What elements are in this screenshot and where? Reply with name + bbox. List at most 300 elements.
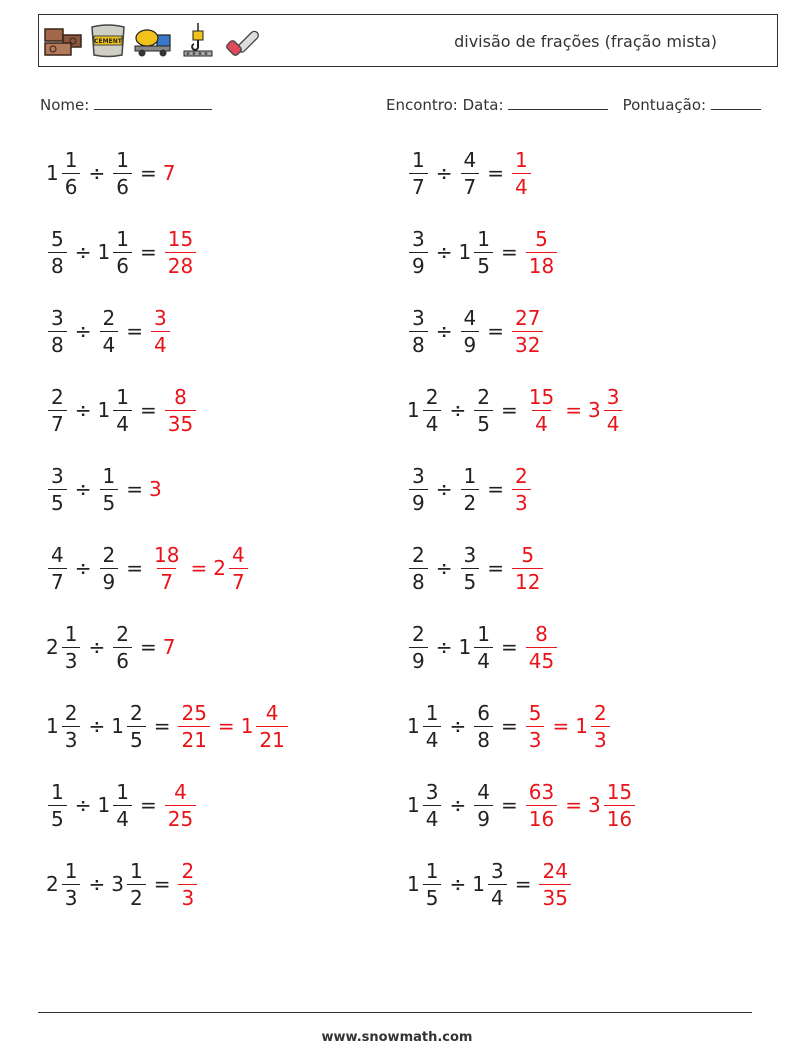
cement-bag-icon	[88, 21, 128, 59]
answer-value-fraction	[526, 226, 557, 278]
dividend-fraction	[409, 542, 428, 594]
divisor	[458, 621, 495, 673]
divisor-fraction	[113, 147, 132, 199]
divisor-numerator: 2	[102, 542, 116, 567]
equals-sign: =	[500, 714, 518, 738]
dividend-numerator: 3	[412, 305, 425, 330]
divisor-numerator: 1	[116, 779, 129, 804]
answer-value	[176, 858, 199, 910]
dividend-denominator: 4	[423, 726, 442, 750]
divisor-fraction	[474, 700, 493, 752]
divisor	[97, 779, 134, 831]
answer	[176, 858, 199, 910]
divisor-numerator: 4	[477, 779, 490, 804]
answer-value	[163, 161, 177, 185]
answer-value-denominator: 3	[178, 884, 197, 908]
dividend-fraction	[423, 384, 442, 436]
answer-value-whole: 7	[162, 161, 176, 185]
answer-value	[524, 384, 559, 436]
problem-item	[46, 222, 198, 282]
answer-value	[510, 305, 545, 357]
divisor-fraction	[100, 305, 119, 357]
answer-value-fraction	[512, 542, 543, 594]
answer-value	[149, 542, 184, 594]
divisor-fraction	[461, 542, 480, 594]
divisor-fraction	[474, 384, 493, 436]
dividend	[407, 305, 430, 357]
divide-sign: ÷	[435, 635, 453, 659]
divisor-whole: 1	[97, 240, 111, 264]
divisor	[472, 858, 508, 910]
answer	[163, 226, 198, 278]
dividend-denominator: 8	[48, 252, 67, 276]
answer-value	[213, 542, 249, 594]
divisor-numerator: 1	[129, 858, 143, 883]
divisor-fraction	[113, 621, 132, 673]
problem-item	[407, 222, 559, 282]
divide-sign: ÷	[74, 319, 92, 343]
problem-item	[46, 775, 198, 835]
answer-value-numerator: 5	[535, 226, 548, 251]
divide-sign: ÷	[435, 319, 453, 343]
dividend-denominator: 9	[409, 647, 428, 671]
answer-value-denominator: 45	[526, 647, 557, 671]
divide-sign: ÷	[74, 240, 92, 264]
divisor-denominator: 2	[127, 884, 146, 908]
answer-value-whole: 7	[162, 635, 176, 659]
divide-sign: ÷	[88, 635, 106, 659]
problem-item	[46, 380, 198, 440]
dividend-denominator: 9	[409, 489, 428, 513]
name-field	[40, 95, 212, 114]
dividend-fraction	[62, 858, 81, 910]
dividend-whole: 1	[46, 161, 59, 185]
meeting-field	[386, 95, 761, 114]
answer-value-numerator: 15	[528, 384, 555, 409]
divisor-numerator: 2	[116, 621, 129, 646]
answer-value-numerator: 63	[528, 779, 555, 804]
divisor-numerator: 6	[477, 700, 490, 725]
divisor	[111, 147, 134, 199]
problem-item	[46, 696, 290, 756]
divisor	[459, 147, 482, 199]
dividend-numerator: 4	[51, 542, 64, 567]
problem-item	[407, 380, 624, 440]
answer-value	[149, 305, 172, 357]
problem-item	[46, 459, 163, 519]
problem-item	[46, 854, 199, 914]
dividend	[407, 384, 443, 436]
answer-value-denominator: 7	[157, 568, 176, 592]
dividend-fraction	[409, 226, 428, 278]
equals-sign: =	[139, 635, 157, 659]
dividend-denominator: 4	[423, 410, 442, 434]
dividend-numerator: 1	[64, 147, 78, 172]
problem-item	[46, 301, 172, 361]
answer-value-fraction	[604, 779, 635, 831]
answer-value-fraction	[151, 305, 170, 357]
divisor-whole: 1	[472, 872, 485, 896]
answer-value-fraction	[512, 305, 543, 357]
answer-equals-sign: =	[217, 714, 235, 738]
answer-value-denominator: 3	[512, 489, 531, 513]
score-blank	[711, 95, 761, 110]
dividend	[407, 463, 430, 515]
divide-sign: ÷	[435, 477, 453, 501]
dividend-numerator: 2	[51, 384, 64, 409]
answer-value-numerator: 15	[606, 779, 633, 804]
dividend	[407, 858, 443, 910]
equals-sign: =	[139, 240, 157, 264]
equals-sign: =	[487, 556, 504, 580]
dividend	[46, 226, 69, 278]
divide-sign: ÷	[88, 161, 106, 185]
answer-value-denominator: 4	[512, 173, 531, 197]
divisor-fraction	[474, 779, 493, 831]
equals-sign: =	[500, 240, 518, 264]
header-box	[38, 14, 778, 67]
divisor	[459, 542, 482, 594]
dividend	[46, 858, 82, 910]
dividend	[407, 621, 430, 673]
dividend-numerator: 2	[425, 384, 439, 409]
dividend-numerator: 1	[425, 700, 439, 725]
divisor-fraction	[113, 226, 132, 278]
answer-value	[524, 621, 559, 673]
divisor	[472, 384, 495, 436]
answer	[510, 463, 533, 515]
answer-value-denominator: 21	[256, 726, 287, 750]
divisor-denominator: 7	[461, 173, 480, 197]
answer	[510, 305, 545, 357]
dividend-denominator: 4	[423, 805, 442, 829]
divisor-denominator: 4	[113, 805, 132, 829]
dividend-whole: 2	[46, 872, 59, 896]
answer-value	[510, 147, 533, 199]
crane-hook-icon	[178, 21, 218, 59]
divisor-numerator: 3	[490, 858, 504, 883]
divisor-fraction	[474, 226, 493, 278]
equals-sign: =	[514, 872, 532, 896]
divisor-fraction	[461, 147, 480, 199]
dividend-denominator: 5	[48, 805, 67, 829]
divide-sign: ÷	[435, 161, 453, 185]
equals-sign: =	[500, 398, 518, 422]
answer-value-fraction	[151, 542, 182, 594]
answer-value-denominator: 21	[178, 726, 209, 750]
answer	[149, 477, 163, 501]
answer-value-numerator: 27	[515, 305, 541, 330]
equals-sign: =	[153, 872, 171, 896]
answer-value	[163, 779, 198, 831]
answer-value	[524, 226, 559, 278]
divide-sign: ÷	[74, 398, 92, 422]
divisor	[459, 463, 482, 515]
answer-value-fraction	[165, 384, 196, 436]
divisor-numerator: 1	[463, 463, 477, 488]
dividend	[407, 226, 430, 278]
divisor-denominator: 9	[100, 568, 119, 592]
divisor-denominator: 5	[127, 726, 146, 750]
divisor-numerator: 1	[116, 147, 129, 172]
concrete-mixer-truck-icon	[133, 21, 173, 59]
divisor-whole: 1	[97, 793, 111, 817]
answer-value	[149, 477, 163, 501]
dividend-fraction	[48, 384, 67, 436]
dividend-denominator: 3	[62, 884, 81, 908]
dividend-fraction	[409, 621, 428, 673]
divide-sign: ÷	[435, 240, 453, 264]
answer-value-fraction	[165, 226, 196, 278]
meeting-label: Encontro: Data:	[386, 96, 504, 114]
divisor-denominator: 6	[113, 647, 132, 671]
answer-value-denominator: 35	[539, 884, 570, 908]
answer-equals-sign: =	[190, 556, 208, 580]
dividend	[46, 542, 69, 594]
answer-value-whole: 1	[240, 714, 254, 738]
divisor-fraction	[127, 700, 146, 752]
wood-planks-icon	[43, 21, 83, 59]
dividend-numerator: 2	[64, 700, 78, 725]
answer	[524, 384, 625, 436]
answer-value-numerator: 4	[231, 542, 245, 567]
divisor	[458, 226, 495, 278]
answer-value-numerator: 3	[606, 384, 620, 409]
divisor	[98, 542, 121, 594]
answer-value-whole: 3	[587, 398, 601, 422]
answer-value-numerator: 8	[535, 621, 548, 646]
problem-item	[407, 775, 637, 835]
divisor-denominator: 4	[474, 647, 493, 671]
dividend-fraction	[48, 226, 67, 278]
divisor-denominator: 4	[100, 331, 119, 355]
dividend-whole: 1	[407, 714, 420, 738]
dividend-numerator: 3	[412, 463, 425, 488]
answer	[524, 700, 612, 752]
problem-item	[407, 696, 612, 756]
divide-sign: ÷	[449, 398, 467, 422]
divisor	[111, 621, 134, 673]
answer-value-numerator: 25	[181, 700, 207, 725]
answer-equals-sign: =	[565, 398, 582, 422]
date-blank	[508, 95, 608, 110]
answer-value-whole: 2	[213, 556, 226, 580]
equals-sign: =	[153, 714, 171, 738]
equals-sign: =	[487, 477, 504, 501]
divisor-numerator: 1	[116, 384, 129, 409]
answer-value	[524, 700, 547, 752]
answer-value-fraction	[512, 463, 531, 515]
problem-item	[407, 459, 533, 519]
answer-value-numerator: 2	[593, 700, 607, 725]
score-label: Pontuação:	[622, 96, 707, 114]
answer-value-numerator: 2	[181, 858, 195, 883]
dividend-numerator: 3	[412, 226, 425, 251]
answer-value-fraction	[604, 384, 623, 436]
divisor-numerator: 3	[463, 542, 477, 567]
divisor-fraction	[113, 779, 132, 831]
divide-sign: ÷	[449, 793, 467, 817]
divisor-fraction	[461, 463, 480, 515]
dividend-denominator: 8	[48, 331, 67, 355]
dividend-denominator: 6	[62, 173, 81, 197]
answer-value-fraction	[526, 700, 545, 752]
answer	[149, 542, 250, 594]
answer	[163, 635, 177, 659]
dividend	[46, 305, 69, 357]
divisor	[111, 858, 147, 910]
divisor-numerator: 1	[477, 621, 490, 646]
dividend-fraction	[62, 700, 81, 752]
dividend-denominator: 7	[48, 410, 67, 434]
dividend-denominator: 8	[409, 568, 428, 592]
divisor-denominator: 5	[461, 568, 480, 592]
answer-value-fraction	[591, 700, 610, 752]
name-label: Nome:	[40, 96, 90, 114]
divisor-numerator: 2	[129, 700, 143, 725]
answer-value-denominator: 18	[526, 252, 557, 276]
answer-value-numerator: 4	[265, 700, 279, 725]
dividend	[46, 147, 82, 199]
dividend	[407, 542, 430, 594]
dividend-numerator: 3	[51, 305, 64, 330]
answer-value-denominator: 3	[526, 726, 545, 750]
problem-item	[407, 301, 545, 361]
equals-sign: =	[126, 319, 143, 343]
answer-value	[240, 700, 290, 752]
divisor	[98, 463, 121, 515]
answer-value-denominator: 7	[229, 568, 248, 592]
problem-item	[407, 538, 545, 598]
divide-sign: ÷	[74, 477, 92, 501]
dividend-fraction	[62, 621, 81, 673]
answer-value-denominator: 4	[532, 410, 551, 434]
answer	[510, 542, 545, 594]
divisor-denominator: 9	[461, 331, 480, 355]
divisor-numerator: 1	[102, 463, 116, 488]
answer-value	[524, 779, 559, 831]
dividend-denominator: 7	[48, 568, 67, 592]
dividend-denominator: 5	[48, 489, 67, 513]
answer-value-fraction	[526, 621, 557, 673]
dividend-numerator: 5	[51, 226, 64, 251]
answer-value-fraction	[526, 779, 557, 831]
footer-divider	[38, 1012, 752, 1013]
equals-sign: =	[500, 793, 518, 817]
dividend-denominator: 9	[409, 252, 428, 276]
answer-value-numerator: 2	[515, 463, 528, 488]
answer-value-fraction	[229, 542, 248, 594]
dividend	[407, 779, 443, 831]
problem-item	[46, 617, 176, 677]
divisor-whole: 1	[458, 635, 472, 659]
divisor-denominator: 2	[461, 489, 480, 513]
dividend-numerator: 1	[51, 779, 64, 804]
dividend-fraction	[48, 779, 67, 831]
answer-value-denominator: 28	[165, 252, 196, 276]
icon-strip	[43, 21, 263, 59]
dividend-fraction	[423, 779, 442, 831]
divisor-denominator: 9	[474, 805, 493, 829]
problem-item	[46, 143, 176, 203]
answer-value-whole: 3	[149, 477, 162, 501]
divisor-whole: 1	[111, 714, 124, 738]
answer	[163, 779, 198, 831]
divide-sign: ÷	[435, 556, 453, 580]
dividend-whole: 1	[407, 793, 420, 817]
answer-value-numerator: 15	[167, 226, 194, 251]
answer	[537, 858, 572, 910]
dividend-whole: 2	[46, 635, 59, 659]
chainsaw-icon	[223, 21, 263, 59]
dividend	[46, 700, 82, 752]
answer-value-fraction	[165, 779, 196, 831]
divisor	[459, 305, 482, 357]
divide-sign: ÷	[449, 714, 467, 738]
answer	[524, 621, 559, 673]
divisor-denominator: 5	[474, 252, 493, 276]
dividend	[407, 147, 430, 199]
divisor-denominator: 8	[474, 726, 493, 750]
answer-value-denominator: 12	[512, 568, 543, 592]
answer-value-fraction	[178, 858, 197, 910]
answer-value-numerator: 5	[528, 700, 542, 725]
name-blank	[94, 95, 212, 110]
answer	[524, 226, 559, 278]
divisor-fraction	[488, 858, 507, 910]
equals-sign: =	[487, 161, 504, 185]
divisor	[97, 384, 134, 436]
answer-value	[163, 384, 198, 436]
dividend-denominator: 8	[409, 331, 428, 355]
dividend-fraction	[409, 305, 428, 357]
answer	[176, 700, 289, 752]
divisor	[97, 226, 134, 278]
answer-value-denominator: 25	[165, 805, 196, 829]
answer-value-fraction	[178, 700, 209, 752]
divisor	[98, 305, 121, 357]
answer-value-denominator: 4	[151, 331, 170, 355]
dividend	[46, 463, 69, 515]
divisor-denominator: 5	[474, 410, 493, 434]
dividend-fraction	[48, 463, 67, 515]
divisor-fraction	[127, 858, 146, 910]
equals-sign: =	[139, 161, 157, 185]
divisor-whole: 1	[458, 240, 472, 264]
answer-value	[537, 858, 572, 910]
equals-sign: =	[139, 793, 157, 817]
dividend-numerator: 2	[412, 542, 425, 567]
equals-sign: =	[126, 477, 143, 501]
dividend-denominator: 3	[62, 726, 81, 750]
answer-value-numerator: 3	[154, 305, 167, 330]
cement-label: CEMENT	[94, 38, 122, 45]
divisor-numerator: 1	[116, 226, 129, 251]
divisor-denominator: 5	[100, 489, 119, 513]
dividend-numerator: 1	[425, 858, 439, 883]
answer-value-fraction	[539, 858, 570, 910]
dividend-fraction	[423, 700, 442, 752]
worksheet-title: divisão de frações (fração mista)	[454, 32, 717, 51]
dividend-numerator: 1	[64, 621, 78, 646]
dividend-numerator: 1	[412, 147, 425, 172]
divisor	[111, 700, 147, 752]
dividend	[46, 384, 69, 436]
dividend	[46, 621, 82, 673]
answer-value	[510, 463, 533, 515]
dividend	[407, 700, 443, 752]
dividend-whole: 1	[407, 872, 420, 896]
